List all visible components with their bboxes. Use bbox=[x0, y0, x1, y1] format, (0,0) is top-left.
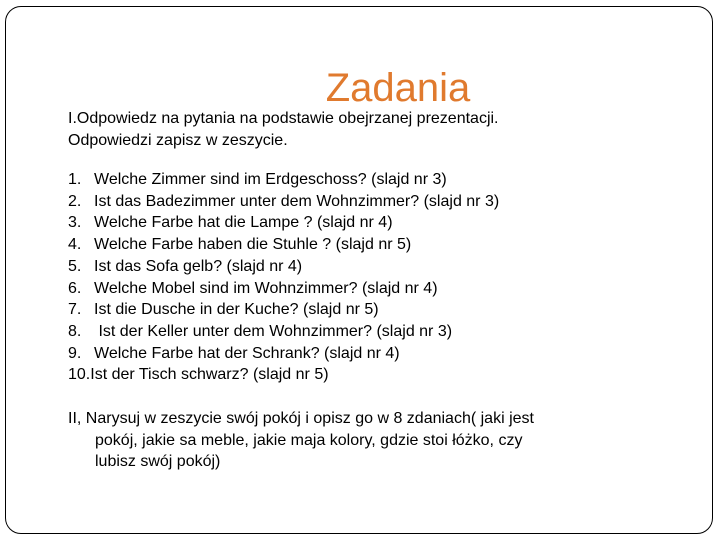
question-text: Ist das Sofa gelb? (slajd nr 4) bbox=[94, 257, 303, 275]
list-item bbox=[68, 364, 499, 386]
question-text: Welche Farbe hat die Lampe ? (slajd nr 4) bbox=[94, 214, 393, 232]
intro-text bbox=[68, 108, 499, 152]
question-number: 9. bbox=[68, 344, 82, 362]
question-number: 8. bbox=[68, 322, 82, 340]
question-number: 6. bbox=[68, 279, 82, 297]
question-number: 5. bbox=[68, 257, 82, 275]
question-number: 2. bbox=[68, 192, 82, 210]
list-item bbox=[68, 299, 499, 321]
intro-line-2: Odpowiedzi zapisz w zeszycie. bbox=[68, 132, 288, 149]
question-text: Welche Zimmer sind im Erdgeschoss? (slajd nr 3) bbox=[94, 171, 447, 188]
question-text: Ist die Dusche in der Kuche? (slajd nr 5) bbox=[94, 301, 379, 319]
question-text: Ist der Keller unter dem Wohnzimmer? (slajd nr 3) bbox=[94, 322, 453, 340]
task-2-line-2: pokój, jakie sa meble, jakie maja kolory, gdzie stoi łóżko, czy bbox=[95, 431, 523, 449]
list-item bbox=[68, 191, 499, 213]
list-item bbox=[68, 169, 499, 191]
question-text: Ist das Badezimmer unter dem Wohnzimmer? (slajd nr 3) bbox=[94, 192, 500, 210]
question-number: 10. bbox=[68, 366, 91, 384]
question-number: 1. bbox=[68, 171, 82, 188]
question-text: Welche Farbe hat der Schrank? (slajd nr 4) bbox=[94, 344, 400, 362]
list-item bbox=[68, 256, 499, 278]
list-item bbox=[68, 212, 499, 234]
task-2-line-1: II, Narysuj w zeszycie swój pokój i opisz go w 8 zdaniach( jaki jest bbox=[68, 410, 534, 427]
question-list bbox=[68, 169, 499, 386]
slide-title: Zadania bbox=[325, 66, 471, 110]
question-number: 3. bbox=[68, 214, 82, 232]
question-number: 4. bbox=[68, 236, 82, 254]
list-item bbox=[68, 234, 499, 256]
task-2-line-3: lubisz swój pokój) bbox=[95, 453, 221, 470]
list-item bbox=[68, 343, 499, 365]
question-number: 7. bbox=[68, 301, 82, 319]
question-text: Welche Farbe haben die Stuhle ? (slajd nr 5) bbox=[94, 236, 412, 254]
task-2-text bbox=[68, 408, 638, 473]
list-item bbox=[68, 278, 499, 300]
intro-line-1: I.Odpowiedz na pytania na podstawie obejrzanej prezentacji. bbox=[68, 110, 499, 127]
list-item bbox=[68, 321, 499, 343]
question-text: Welche Mobel sind im Wohnzimmer? (slajd nr 4) bbox=[94, 279, 438, 297]
question-text: Ist der Tisch schwarz? (slajd nr 5) bbox=[90, 366, 329, 384]
